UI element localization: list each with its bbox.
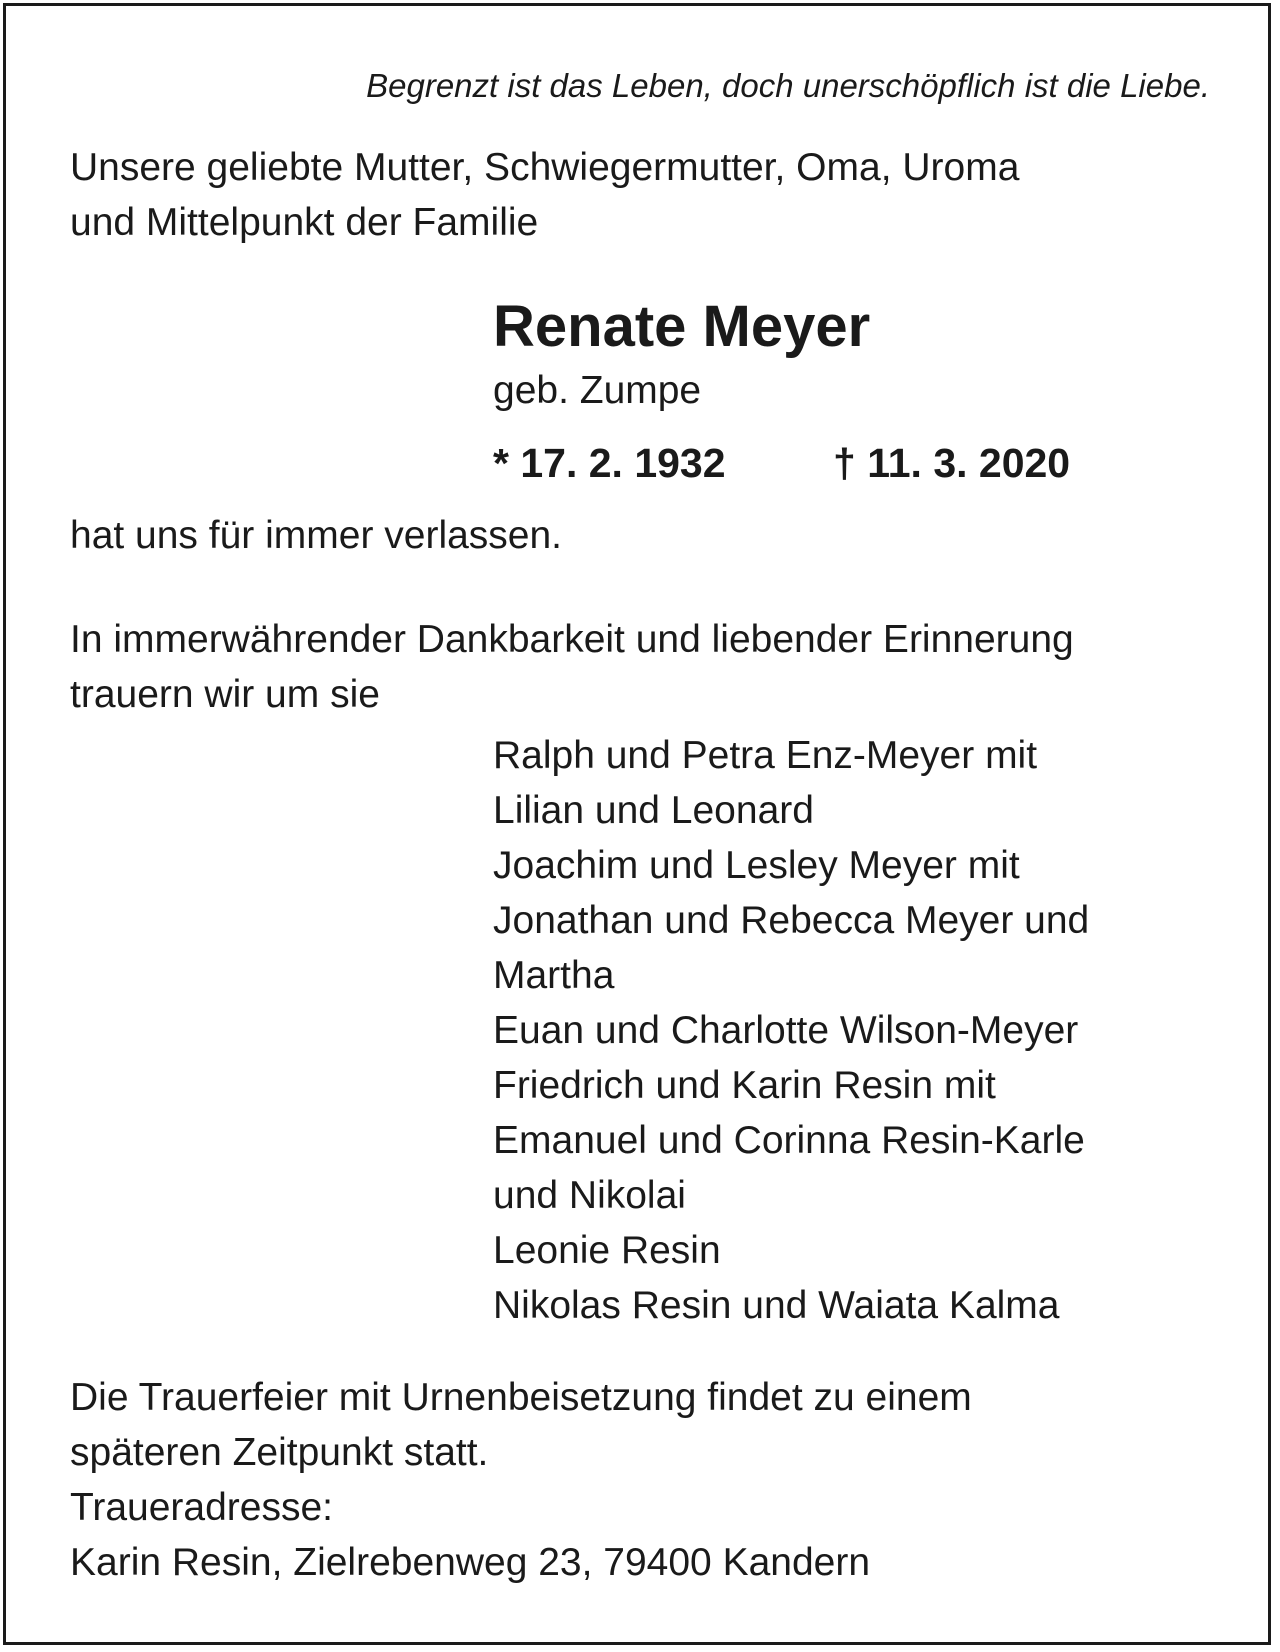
mourner-line: Leonie Resin xyxy=(493,1229,721,1272)
deceased-name: Renate Meyer xyxy=(493,294,871,359)
birth-date: * 17. 2. 1932 xyxy=(493,440,726,486)
birth-name: geb. Zumpe xyxy=(493,369,702,412)
statement-line: hat uns für immer verlassen. xyxy=(70,514,563,557)
mourner-line: Jonathan und Rebecca Meyer und xyxy=(493,899,1090,942)
mourners-list xyxy=(493,728,1089,1333)
ceremony-text xyxy=(70,1370,1210,1590)
motto-quote: Begrenzt ist das Leben, doch unerschöpflich ist die Liebe. xyxy=(366,67,1210,104)
ceremony-line: späteren Zeitpunkt statt. xyxy=(70,1431,489,1474)
ceremony-line: Die Trauerfeier mit Urnenbeisetzung findet zu einem xyxy=(70,1376,972,1419)
address-label: Traueradresse: xyxy=(70,1486,334,1529)
mourner-line: Martha xyxy=(493,954,615,997)
mourner-line: Friedrich und Karin Resin mit xyxy=(493,1064,996,1107)
address-value: Karin Resin, Zielrebenweg 23, 79400 Kandern xyxy=(70,1541,871,1584)
intro-text xyxy=(70,140,1210,250)
life-dates xyxy=(493,436,1071,490)
mourner-line: Joachim und Lesley Meyer mit xyxy=(493,844,1020,887)
mourner-line: und Nikolai xyxy=(493,1174,686,1217)
death-date: † 11. 3. 2020 xyxy=(833,440,1071,486)
mourner-line: Emanuel und Corinna Resin-Karle xyxy=(493,1119,1085,1162)
gratitude-text xyxy=(70,612,1210,722)
statement-text xyxy=(70,508,1210,563)
intro-line: Unsere geliebte Mutter, Schwiegermutter, Oma, Uroma xyxy=(70,146,1020,189)
mourner-line: Euan und Charlotte Wilson-Meyer xyxy=(493,1009,1079,1052)
gratitude-line: In immerwährender Dankbarkeit und liebender Erinnerung xyxy=(70,618,1074,661)
mourner-line: Nikolas Resin und Waiata Kalma xyxy=(493,1284,1060,1327)
intro-line: und Mittelpunkt der Familie xyxy=(70,201,539,244)
mourner-line: Ralph und Petra Enz-Meyer mit xyxy=(493,734,1038,777)
gratitude-line: trauern wir um sie xyxy=(70,673,380,716)
mourner-line: Lilian und Leonard xyxy=(493,789,814,832)
